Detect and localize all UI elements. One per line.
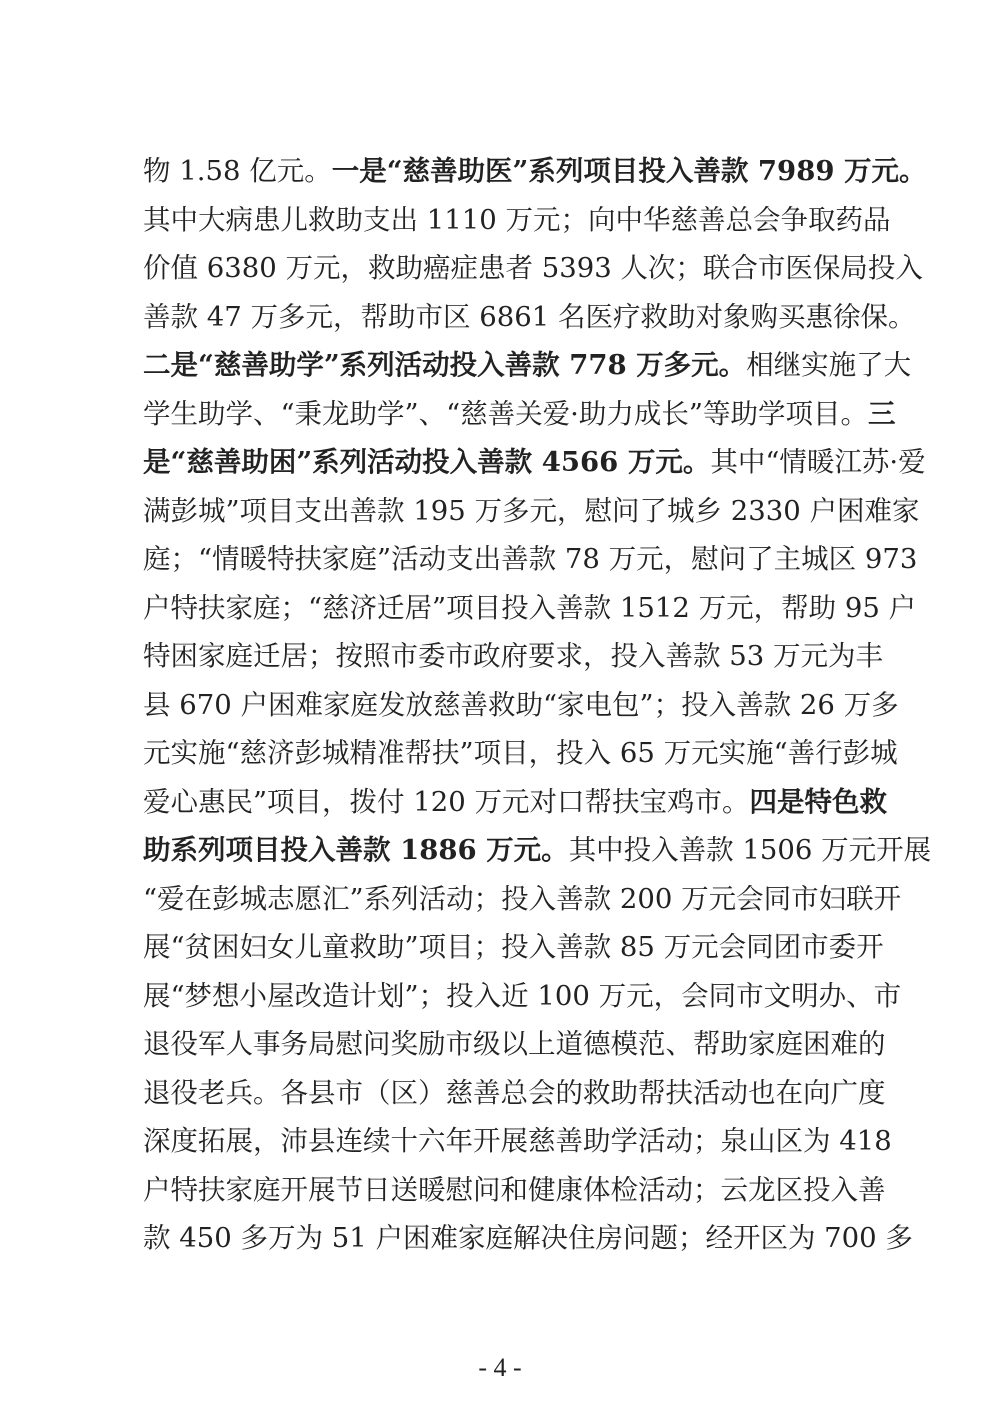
text-segment: 特困家庭迁居；按照市委市政府要求，投入善款 53 万元为丰	[143, 640, 883, 672]
text-segment: 其中投入善款 1506 万元开展	[568, 834, 932, 866]
text-line	[143, 345, 912, 394]
text-segment: 款 450 多万为 51 户困难家庭解决住房问题；经开区为 700 多	[143, 1222, 913, 1254]
text-segment: 户特扶家庭开展节日送暖慰问和健康体检活动；云龙区投入善	[143, 1173, 886, 1206]
bold-text-segment: 是“慈善助困”系列活动投入善款 4566 万元。	[143, 446, 711, 478]
bold-text-segment: 四是特色救	[749, 785, 888, 818]
text-line	[143, 1218, 913, 1267]
page-number: - 4 -	[478, 1353, 522, 1382]
text-segment: 爱心惠民”项目，拨付 120 万元对口帮扶宝鸡市。	[143, 785, 750, 818]
text-segment: 满彭城”项目支出善款 195 万多元，慰问了城乡 2330 户困难家	[143, 494, 920, 527]
text-segment: 学生助学、“秉龙助学”、“慈善关爱·助力成长”等助学项目。	[143, 397, 868, 430]
text-segment: 善款 47 万多元，帮助市区 6861 名医疗救助对象购买惠徐保。	[143, 300, 916, 333]
text-line	[143, 782, 888, 831]
text-line	[143, 588, 917, 637]
bold-text-segment: 助系列项目投入善款 1886 万元。	[143, 834, 569, 866]
text-segment: 相继实施了大	[746, 349, 912, 381]
text-segment: 深度拓展，沛县连续十六年开展慈善助学活动；泉山区为 418	[143, 1125, 892, 1157]
text-line	[143, 1121, 892, 1170]
text-segment: 退役军人事务局慰问奖励市级以上道德模范、帮助家庭困难的	[143, 1028, 886, 1060]
text-line	[143, 151, 927, 200]
text-line	[143, 394, 896, 443]
text-line	[143, 830, 932, 879]
text-line	[143, 927, 884, 976]
text-line	[143, 976, 902, 1025]
text-line	[143, 442, 926, 491]
body-paragraph	[143, 151, 932, 1267]
text-segment: 其中大病患儿救助支出 1110 万元；向中华慈善总会争取药品	[143, 203, 891, 236]
text-line	[143, 1073, 886, 1122]
text-line	[143, 200, 891, 249]
text-line	[143, 685, 899, 734]
bold-text-segment: 三	[867, 397, 896, 430]
text-line	[143, 248, 923, 297]
text-segment: “爱在彭城志愿汇”系列活动；投入善款 200 万元会同市妇联开	[143, 882, 902, 915]
bold-text-segment: 二是“慈善助学”系列活动投入善款 778 万多元。	[143, 349, 747, 381]
text-line	[143, 297, 916, 346]
text-segment: 元实施“慈济彭城精准帮扶”项目，投入 65 万元实施“善行彭城	[143, 737, 898, 769]
text-segment: 庭；“情暖特扶家庭”活动支出善款 78 万元，慰问了主城区 973	[143, 543, 918, 575]
text-segment: 展“贫困妇女儿童救助”项目；投入善款 85 万元会同团市委开	[143, 931, 884, 963]
text-segment: 价值 6380 万元，救助癌症患者 5393 人次；联合市医保局投入	[143, 252, 923, 284]
text-line	[143, 733, 898, 782]
text-line	[143, 1170, 886, 1219]
text-segment: 户特扶家庭；“慈济迁居”项目投入善款 1512 万元，帮助 95 户	[143, 591, 917, 624]
bold-text-segment: 一是“慈善助医”系列项目投入善款 7989 万元。	[331, 155, 927, 187]
text-line	[143, 636, 883, 685]
text-segment: 物 1.58 亿元。	[143, 155, 332, 187]
text-segment: 其中“情暖江苏·爱	[710, 446, 926, 478]
text-line	[143, 879, 902, 928]
text-line	[143, 539, 918, 588]
text-segment: 县 670 户困难家庭发放慈善救助“家电包”；投入善款 26 万多	[143, 688, 899, 721]
text-segment: 退役老兵。各县市（区）慈善总会的救助帮扶活动也在向广度	[143, 1076, 886, 1109]
text-segment: 展“梦想小屋改造计划”；投入近 100 万元，会同市文明办、市	[143, 979, 902, 1012]
text-line	[143, 491, 920, 540]
text-line	[143, 1024, 886, 1073]
